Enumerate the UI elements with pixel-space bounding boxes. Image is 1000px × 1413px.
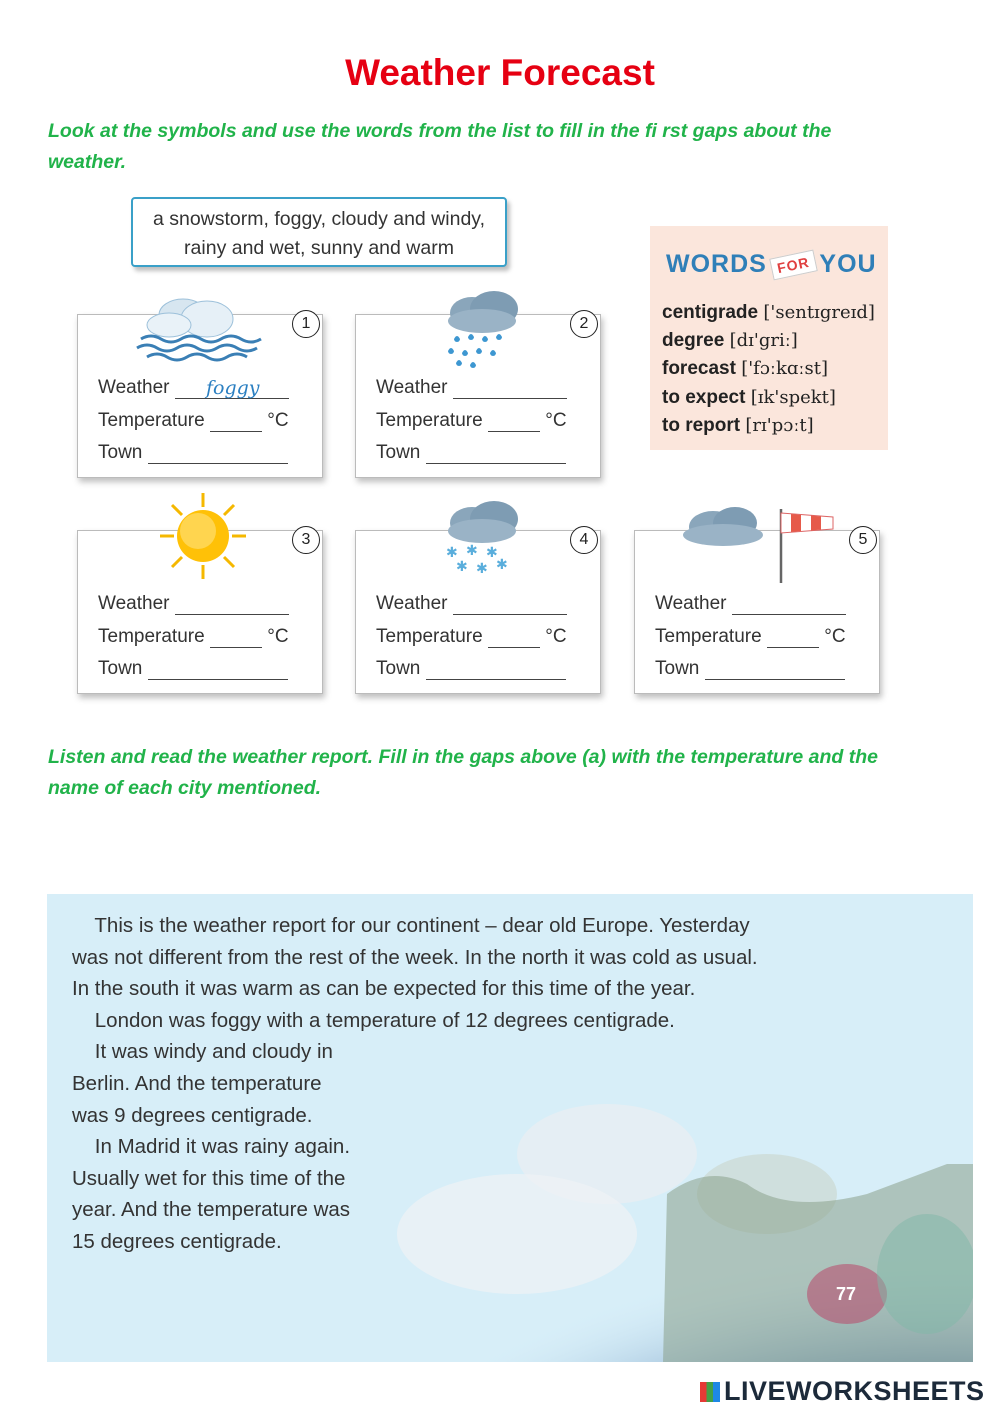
- svg-text:✱: ✱: [466, 543, 478, 559]
- card-number: 2: [570, 310, 598, 338]
- celsius-unit: °C: [545, 626, 567, 647]
- celsius-unit: °C: [545, 410, 567, 431]
- words-for-you-box: [650, 226, 888, 450]
- card-number: 4: [570, 526, 598, 554]
- instruction-2: [48, 742, 948, 804]
- town-label: Town: [655, 658, 700, 679]
- weather-answer[interactable]: foggy: [206, 377, 260, 399]
- report-line: year. And the temperature was: [72, 1198, 351, 1222]
- fog-icon: [133, 291, 263, 363]
- word-list-line-1: a snowstorm, foggy, cloudy and windy,: [152, 208, 486, 230]
- town-gap[interactable]: [148, 660, 288, 680]
- report-line: was 9 degrees centigrade.: [72, 1103, 313, 1127]
- weather-label: Weather: [376, 593, 448, 614]
- vocab-item: forecast ['fɔːkɑːst]: [662, 358, 828, 379]
- report-line: London was foggy with a temperature of 12 degrees centigrade.: [72, 1008, 675, 1032]
- report-line: It was windy and cloudy in: [72, 1040, 333, 1064]
- heading-for: FOR: [769, 250, 817, 281]
- svg-text:✱: ✱: [476, 561, 488, 577]
- weather-report-text: [72, 910, 758, 1258]
- weather-gap[interactable]: [732, 595, 846, 615]
- instruction-1-line-1: Look at the symbols and use the words from the list to fill in the fi rst gaps about the: [48, 120, 832, 142]
- temperature-gap[interactable]: [488, 412, 540, 432]
- report-line: In the south it was warm as can be expected for this time of the year.: [72, 977, 696, 1001]
- wind-cloud-icon: [673, 503, 843, 583]
- town-label: Town: [98, 658, 143, 679]
- card-number: 5: [849, 526, 877, 554]
- report-line: was not different from the rest of the week. In the north it was cold as usual.: [72, 945, 758, 969]
- temperature-label: Temperature: [98, 410, 205, 431]
- snow-cloud-icon: [434, 497, 534, 579]
- celsius-unit: °C: [824, 626, 846, 647]
- vocab-item: centigrade ['sentɪgreɪd]: [662, 302, 875, 323]
- weather-card-2: [355, 314, 601, 478]
- card-number: 3: [292, 526, 320, 554]
- weather-label: Weather: [376, 377, 448, 398]
- vocab-item: to report [rɪ'pɔːt]: [662, 415, 814, 436]
- weather-gap[interactable]: [175, 595, 289, 615]
- heading-you: YOU: [819, 250, 877, 278]
- instruction-2-line-2: name of each city mentioned.: [48, 777, 322, 799]
- temperature-gap[interactable]: [767, 628, 819, 648]
- brand-name: LIVEWORKSHEETS: [724, 1376, 985, 1406]
- instruction-1: [48, 116, 948, 178]
- weather-card-4: [355, 530, 601, 694]
- word-list-line-2: rainy and wet, sunny and warm: [184, 237, 454, 259]
- liveworksheets-icon: [700, 1382, 720, 1402]
- svg-text:✱: ✱: [456, 559, 468, 575]
- celsius-unit: °C: [267, 410, 289, 431]
- weather-label: Weather: [655, 593, 727, 614]
- town-gap[interactable]: [705, 660, 845, 680]
- vocab-item: degree [dɪ'griː]: [662, 330, 798, 351]
- weather-card-5: [634, 530, 880, 694]
- celsius-unit: °C: [267, 626, 289, 647]
- temperature-label: Temperature: [376, 410, 483, 431]
- temperature-gap[interactable]: [210, 412, 262, 432]
- temperature-gap[interactable]: [488, 628, 540, 648]
- svg-text:✱: ✱: [486, 545, 498, 561]
- weather-report-panel: [47, 894, 973, 1362]
- words-for-you-heading: [666, 250, 877, 279]
- weather-card-3: [77, 530, 323, 694]
- report-line: Berlin. And the temperature: [72, 1071, 322, 1095]
- word-list-box: [131, 197, 507, 267]
- town-label: Town: [376, 442, 421, 463]
- temperature-label: Temperature: [376, 626, 483, 647]
- town-label: Town: [376, 658, 421, 679]
- temperature-label: Temperature: [98, 626, 205, 647]
- report-line: Usually wet for this time of the: [72, 1166, 346, 1190]
- weather-card-1: [77, 314, 323, 478]
- instruction-2-line-1: Listen and read the weather report. Fill in the gaps above (a) with the temperature and the: [48, 746, 878, 768]
- town-gap[interactable]: [426, 444, 566, 464]
- weather-gap[interactable]: [453, 379, 567, 399]
- temperature-gap[interactable]: [210, 628, 262, 648]
- weather-gap[interactable]: [453, 595, 567, 615]
- town-gap[interactable]: [148, 444, 288, 464]
- liveworksheets-logo: [700, 1376, 985, 1407]
- instruction-1-line-2: weather.: [48, 151, 127, 173]
- sun-icon: [158, 491, 248, 581]
- rain-cloud-icon: [434, 287, 534, 369]
- report-line: 15 degrees centigrade.: [72, 1229, 282, 1253]
- town-label: Town: [98, 442, 143, 463]
- heading-words: WORDS: [666, 250, 767, 278]
- vocab-item: to expect [ɪk'spekt]: [662, 387, 836, 408]
- report-line: This is the weather report for our continent – dear old Europe. Yesterday: [72, 914, 750, 937]
- card-number: 1: [292, 310, 320, 338]
- page-title: Weather Forecast: [345, 52, 655, 93]
- weather-label: Weather: [98, 377, 170, 398]
- temperature-label: Temperature: [655, 626, 762, 647]
- report-line: In Madrid it was rainy again.: [72, 1135, 351, 1159]
- page-number: 77: [836, 1284, 857, 1304]
- town-gap[interactable]: [426, 660, 566, 680]
- svg-text:✱: ✱: [446, 545, 458, 561]
- weather-label: Weather: [98, 593, 170, 614]
- svg-text:✱: ✱: [496, 557, 508, 573]
